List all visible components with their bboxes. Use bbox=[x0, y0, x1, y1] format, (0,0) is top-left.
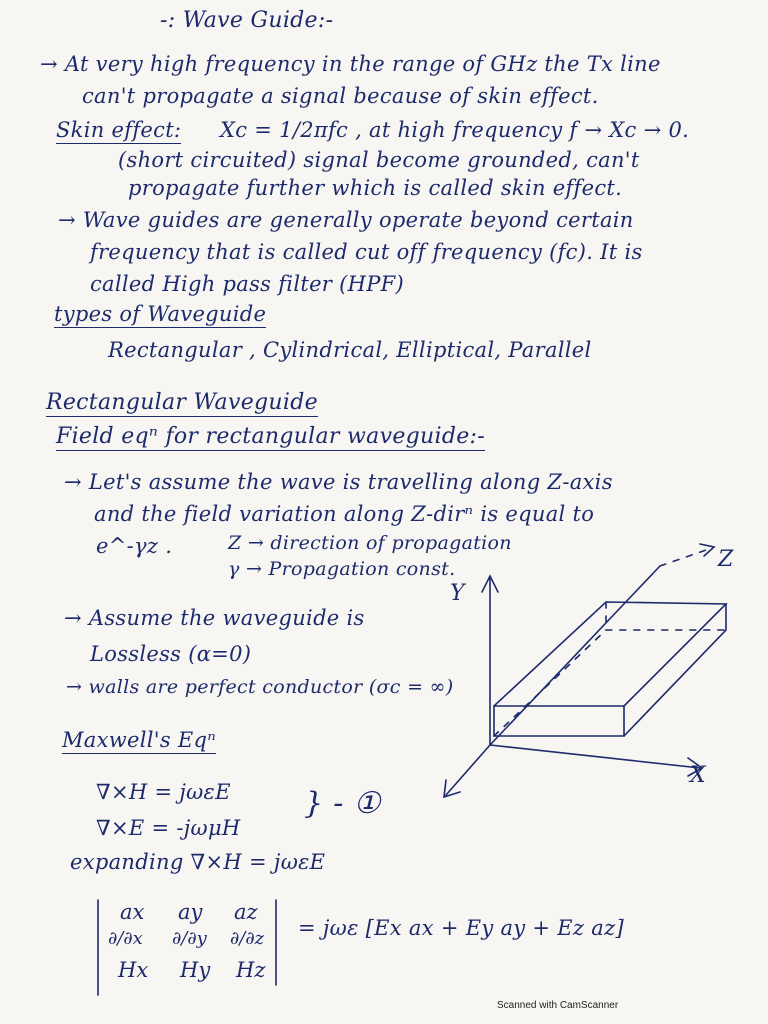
note-line-1: → At very high frequency in the range of GHz the Tx line bbox=[40, 52, 661, 76]
matrix-cell: Hz bbox=[236, 958, 266, 982]
box-right-face bbox=[624, 604, 726, 736]
heading-types: types of Waveguide bbox=[54, 302, 267, 326]
note-line-3: Xc = 1/2πfc , at high frequency f → Xc → 0. bbox=[220, 118, 690, 142]
matrix-rhs: = jωε [Ex ax + Ey ay + Ez az] bbox=[298, 916, 624, 940]
matrix-cell: ax bbox=[120, 900, 145, 924]
matrix-cell: ∂/∂x bbox=[108, 928, 143, 949]
maxwell-eq-1: ∇×H = jωεE bbox=[96, 780, 231, 804]
matrix-cell: ∂/∂y bbox=[172, 928, 207, 949]
box-hidden-edges bbox=[494, 630, 726, 736]
matrix-cell: Hx bbox=[118, 958, 149, 982]
z-axis-label: Z bbox=[718, 547, 734, 572]
x-axis bbox=[490, 745, 700, 768]
note-line-20: expanding ∇×H = jωεE bbox=[70, 850, 326, 874]
note-line-14: γ → Propagation const. bbox=[228, 558, 456, 580]
note-line-15: → Assume the waveguide is bbox=[64, 606, 365, 630]
z-axis bbox=[490, 566, 660, 745]
note-line-11: and the field variation along Z-dirⁿ is equal to bbox=[94, 502, 595, 526]
note-line-10: → Let's assume the wave is travelling along Z-axis bbox=[64, 470, 613, 494]
matrix-cell: ∂/∂z bbox=[230, 928, 265, 949]
equation-number: } - ① bbox=[304, 786, 381, 821]
note-line-8: called High pass filter (HPF) bbox=[90, 272, 405, 296]
y-axis-label: Y bbox=[450, 581, 465, 606]
note-line-9: Rectangular , Cylindrical, Elliptical, Parallel bbox=[108, 338, 592, 362]
z-axis-arrow bbox=[700, 544, 714, 556]
note-line-4: (short circuited) signal become grounded, can't bbox=[118, 148, 640, 172]
note-line-7: frequency that is called cut off frequency (fc). It is bbox=[90, 240, 643, 264]
note-line-17: → walls are perfect conductor (σc = ∞) bbox=[66, 676, 454, 698]
maxwell-eq-2: ∇×E = -jωμH bbox=[96, 816, 241, 840]
heading-maxwell: Maxwell's Eqⁿ bbox=[62, 728, 217, 752]
z-axis-dashed bbox=[660, 548, 712, 566]
matrix-cell: az bbox=[234, 900, 258, 924]
scanner-watermark: Scanned with CamScanner bbox=[497, 1000, 619, 1011]
neg-z-axis bbox=[446, 745, 490, 795]
heading-rectangular-waveguide: Rectangular Waveguide bbox=[46, 390, 318, 415]
note-line-6: → Wave guides are generally operate beyond certain bbox=[58, 208, 634, 232]
note-line-2: can't propagate a signal because of skin effect. bbox=[82, 84, 599, 108]
matrix-cell: Hy bbox=[180, 958, 211, 982]
note-line-12: e^-γz . bbox=[96, 534, 173, 558]
heading-field-equations: Field eqⁿ for rectangular waveguide:- bbox=[56, 424, 485, 449]
matrix-cell: ay bbox=[178, 900, 203, 924]
page-title: -: Wave Guide:- bbox=[160, 8, 334, 33]
heading-skin-effect: Skin effect: bbox=[56, 118, 182, 142]
note-line-16: Lossless (α=0) bbox=[90, 642, 252, 666]
note-line-13: Z → direction of propagation bbox=[228, 532, 512, 554]
note-line-5: propagate further which is called skin effect. bbox=[128, 176, 623, 200]
x-axis-label: X bbox=[690, 763, 706, 788]
